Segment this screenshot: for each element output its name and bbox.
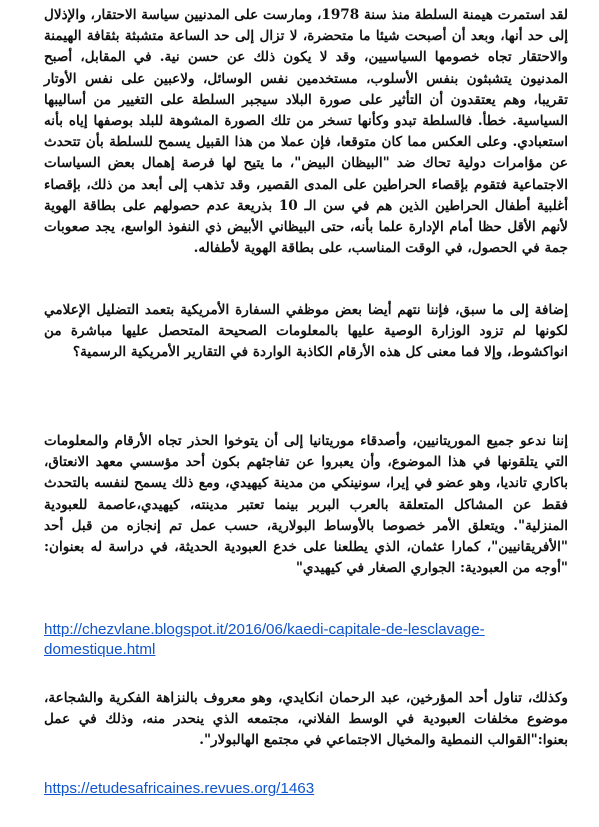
paragraph-1: لقد استمرت هيمنة السلطة منذ سنة 1978، ومارست على المدنيين سياسة الاحتقار، والإذلال إلى حد أنها، وبعد أن أصبحت شيئا ما متحضرة، لا تزال إلى حد الساعة متشبثة بثقافة الهيمنة والاحتقار تجاه خصومها السياسيين، وقد لا يكون ذلك عن حسن نية. في المقابل، أصبح المدنيون يتشبثون بنفس الأسلوب، مستخدمين نفس الوسائل، ولاعبين على نفس الأوتار تقريبا، وهم يعتقدون أن التأثير على صورة البلاد سيجبر السلطة على التغيير من أساليبها السياسية. خطأ. فالسلطة تبدو وكأنها تسخر من تلك الصورة المشوهة للبلد بوصفها إياه بأنه استعبادي. وعلى العكس مما كان متوقعا، فإن عملا من هذا القبيل يسمح للسلطة بأن تتحدث عن مؤامرات دولية تحاك ضد "البيظان البيض"، ما يتيح لها فرصة إهمال بعض السياسات الاجتماعية فتقوم بإقصاء الحراطين على المدى القصير، وقد تذهب إلى أبعد من ذلك، بإقصاء أغلبية أطفال الحراطين الذين هم في سن الـ 10 بذريعة عدم حصولهم على بطاقة الهوية لأنهم الأقل حظا أمام الإدارة علما بأنه، حتى البيظاني الأبيض ذي النفوذ الواسع، يجد صعوبات جمة في الحصول، في الوقت المناسب، على بطاقة الهوية لأطفاله. [44, 7, 569, 257]
paragraph-3: إننا ندعو جميع الموريتانيين، وأصدقاء موريتانيا إلى أن يتوخوا الحذر تجاه الأرقام والمعلومات التي يتلقونها في هذا الموضوع، وأن يعبروا عن تفاجئهم بكون أحد مؤسسي معهد الانعتاق، باكاري تانديا، وهو عضو في إيرا، سونينكي من مدينة كيهيدي، ومع ذلك يسمح لنفسه بالتحدث فقط عن المشاكل المتعلقة بالعرب البربر بينما تعتبر مدينته، كيهيدي،عاصمة للعبودية المنزلية". ويتعلق الأمر خصوصا بالأوساط البولارية، حسب عمل تم إنجازه من قبل أحد "الأفريقانيين"، كمارا عثمان، الذي يطلعنا على خدع العبودية الحديثة، في دراسة له بعنوان: "أوجه من العبودية: الجواري الصغار في كيهيدي" [44, 433, 568, 577]
paragraph-4: وكذلك، تناول أحد المؤرخين، عبد الرحمان انكايدي، وهو معروف بالنزاهة الفكرية والشجاعة، موضوع مخلفات العبودية في الوسط الفلاني، مجتمعه الذي ينحدر منه، وذلك في عمل بعنوا:"القوالب النمطية والمخيال الاجتماعي في مجتمع الهالبولار". [44, 690, 568, 749]
paragraph-2: إضافة إلى ما سبق، فإننا نتهم أيضا بعض موظفي السفارة الأمريكية بتعمد التضليل الإعلامي لكونها لم تزود الوزارة الوصية عليها بالمعلومات الصحيحة المتحصل عليها مباشرة من انواكشوط، وإلا فما معنى كل هذه الأرقام الكاذبة الواردة في التقارير الأمريكية الرسمية؟ [44, 302, 568, 361]
source-link-etudesafricaines[interactable]: https://etudesafricaines.revues.org/1463 [44, 780, 315, 797]
document-page [44, 0, 568, 827]
source-link-chezvlane[interactable]: http://chezvlane.blogspot.it/2016/06/kaedi-capitale-de-lesclavage-domestique.html [44, 621, 485, 658]
